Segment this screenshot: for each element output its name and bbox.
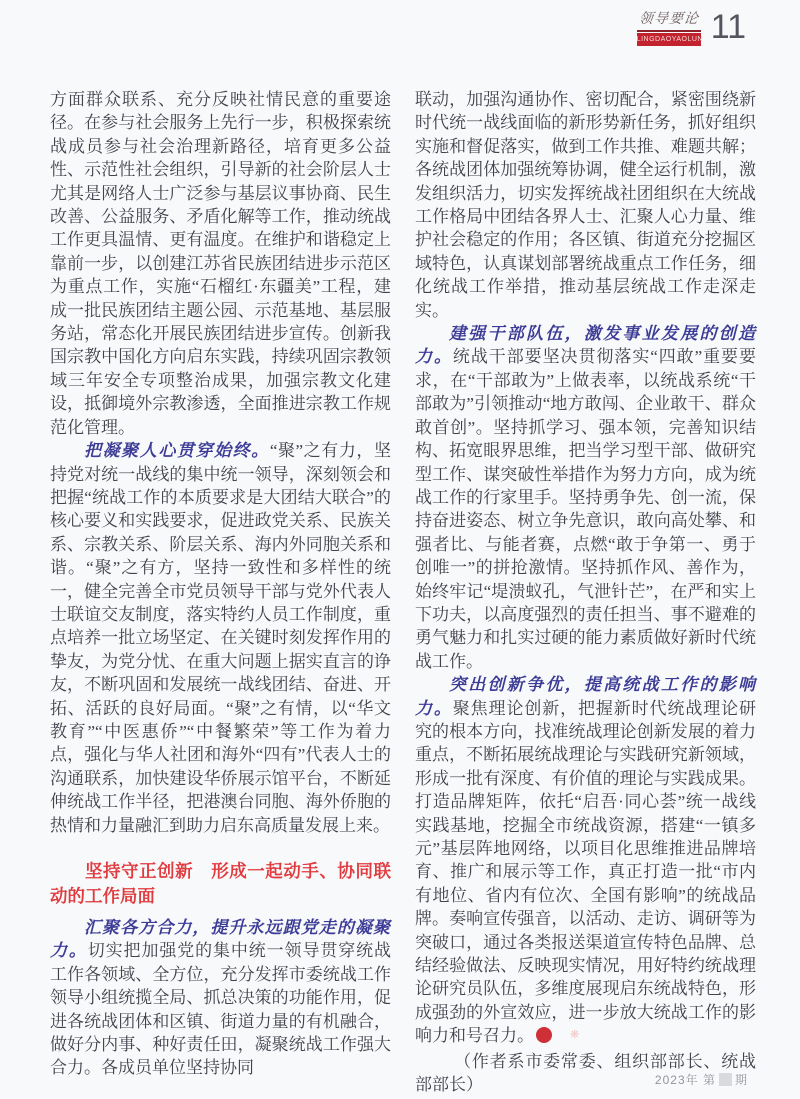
- column-title-banner: LINGDAOYAOLUN: [637, 33, 701, 46]
- left-column: [50, 88, 391, 1096]
- paragraph-continuation: 联动，加强沟通协作、密切配合，紧密围绕新时代统一战线面临的新形势新任务，抓好组织实施和督促落实，做到工作共推、难题共解；各统战团体加强统筹协调，健全运行机制，激发组织活力，切实发挥统战社团组织在大统战工作格局中团结各界人士、汇聚人心力量、维护社会稳定的作用；各区镇、街道充分挖掘区域特色，认真谋划部署统战重点工作任务，细化统战工作举措，推动基层统战工作走深走实。: [415, 90, 756, 320]
- page-number: 11: [710, 8, 746, 46]
- paragraph-continuation: 方面群众联系、充分反映社情民意的重要途径。在参与社会服务上先行一步，积极探索统战成员参与社会治理新路径，培育更多公益性、示范性社会组织，引导新的社会阶层人士尤其是网络人士广泛参与基层议事协商、民生改善、公益服务、矛盾化解等工作，推动统战工作更具温情、更有温度。在维护和谐稳定上靠前一步，以创建江苏省民族团结进步示范区为重点工作，实施“石榴红·东疆美”工程，建成一批民族团结主题公园、示范基地、基层服务站，常态化开展民族团结进步宣传。创新我国宗教中国化方向启东实践，持续巩固宗教领域三年安全专项整治成果，加强宗教文化建设，抵御境外宗教渗透，全面推进宗教工作规范化管理。: [50, 90, 391, 437]
- section-heading: 坚持守正创新 形成一起动手、协同联动的工作局面: [50, 861, 391, 906]
- paragraph-lead: 汇聚各方合力，提升永远跟党走的凝聚力。: [50, 918, 391, 961]
- paragraph: [50, 439, 391, 837]
- paragraph-lead: 突出创新争优，提高统战工作的影响力。: [415, 675, 756, 718]
- paragraph-text: 聚焦理论创新，把握新时代统战理论研究的根本方向，找准统战理论创新发展的着力重点，不断拓展统战理论与实践研究新领域，形成一批有深度、有价值的理论与实践成果。打造品牌矩阵，依托“启吾·同心荟”统一战线实践基地，挖掘全市统战资源，搭建“一镇多元”基层阵地网络，以项目化思维推进品牌培育、推广和展示等工作，真正打造一批“市内有地位、省内有位次、全国有影响”的统战品牌。奏响宣传强音，以活动、走访、调研等为突破口，通过各类报送渠道宣传特色品牌、总结经验做法、反映现实情况，用好特约统战理论研究员队伍，多维度展现启东统战特色，形成强劲的外宣效应，进一步放大统战工作的影响力和号召力。: [415, 698, 757, 1046]
- page-header: [637, 8, 746, 46]
- footer-issue-prefix: 第: [702, 1073, 716, 1087]
- page-footer: [655, 1071, 748, 1088]
- paragraph: [415, 322, 756, 673]
- header-rule: [637, 30, 701, 32]
- column-title-script: 领导要论: [637, 11, 700, 27]
- author-line: （作者系市委常委、组织部部长、统战部部长）: [415, 1051, 756, 1095]
- paragraph-lead: 建强干部队伍，激发事业发展的创造力。: [415, 324, 756, 367]
- issue-number-box: [719, 1073, 732, 1086]
- paragraph-text: 统战干部要坚决贯彻落实“四敢”重要要求，在“干部敢为”上做表率，以统战系统“干部敢为”引领推动“地方敢闯、企业敢干、群众敢首创”。坚持抓学习、强本领，完善知识结构、拓宽眼界思维，把当学习型干部、做研究型工作、谋突破性举措作为努力方向，成为统战工作的行家里手。坚持勇争先、创一流，保持奋进姿态、树立争先意识，敢向高处攀、和强者比、与能者赛，点燃“敢于争第一、勇于创唯一”的拼抢激情。坚持抓作风、善作为，始终牢记“堤溃蚁孔，气泄针芒”，在严和实上下功夫，以高度强烈的责任担当、事不避难的勇气魅力和扎实过硬的能力素质做好新时代统战工作。: [415, 347, 757, 671]
- paragraph-text: “聚”之有力，坚持党对统一战线的集中统一领导，深刻领会和把握“统战工作的本质要求是大团结大联合”的核心要义和实践要求，促进政党关系、民族关系、宗教关系、阶层关系、海内外同胞关系和谐。“聚”之有方，坚持一致性和多样性的统一，健全完善全市党员领导干部与党外代表人士联谊交友制度，落实特约人员工作制度，重点培养一批立场坚定、在关键时刻发挥作用的挚友，为党分忧、在重大问题上据实直言的诤友，不断巩固和发展统一战线团结、奋进、开拓、活跃的良好局面。“聚”之有情，以“华文教育”“中医惠侨”“中餐繁荣”等工作为着力点，强化与华人社团和海外“四有”代表人士的沟通联系，加快建设华侨展示馆平台，不断延伸统战工作半径，把港澳台同胞、海外侨胞的热情和力量融汇到助力启东高质量发展上来。: [50, 441, 391, 835]
- article-body: [50, 88, 756, 1096]
- paragraph: [415, 673, 756, 1048]
- paragraph-lead: 把凝聚人心贯穿始终。: [84, 441, 270, 461]
- footer-year: 2023年: [654, 1073, 699, 1087]
- article-end-seal-icon: [536, 1027, 552, 1043]
- right-column: [415, 88, 756, 1096]
- paragraph-text: 切实把加强党的集中统一领导贯穿统战工作各领域、全方位，充分发挥市委统战工作领导小组统揽全局、抓总决策的功能作用，促进各统战团体和区镇、街道力量的有机融合，做好分内事、种好责任田，凝聚统战工作强大合力。各成员单位坚持协同: [50, 941, 392, 1078]
- footer-issue-suffix: 期: [734, 1073, 748, 1087]
- column-title-block: [637, 8, 701, 46]
- paragraph: [50, 916, 391, 1080]
